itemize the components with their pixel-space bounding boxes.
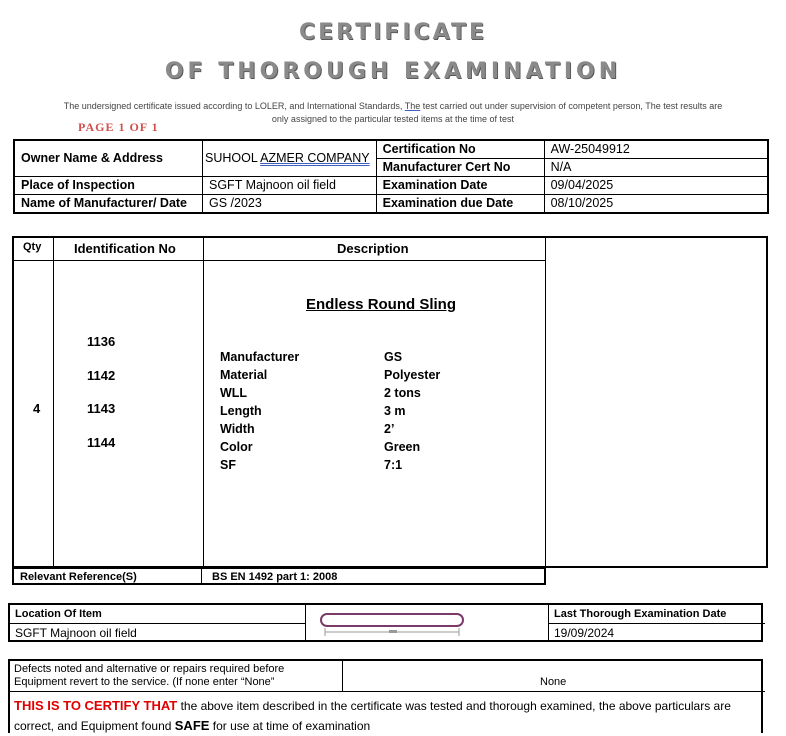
id-number: 1144 xyxy=(87,435,116,450)
place-label: Place of Inspection xyxy=(14,177,203,195)
defects-label-line2: Equipment revert to the service. (If none enter “None” xyxy=(14,676,275,688)
due-date-label: Examination due Date xyxy=(376,195,544,214)
certify-text3: for use at time of examination xyxy=(209,719,371,733)
manufacturer-label: Name of Manufacturer/ Date xyxy=(14,195,203,214)
last-exam-value: 19/09/2024 xyxy=(554,626,615,640)
certify-lead: THIS IS TO CERTIFY THAT xyxy=(14,698,178,713)
spec-value: Green xyxy=(384,440,421,454)
certify-text2: correct, and Equipment found xyxy=(14,719,175,733)
certificate-title-line1: CERTIFICATE xyxy=(298,20,488,45)
location-box xyxy=(8,603,763,642)
certify-statement xyxy=(14,696,759,736)
spec-label: Width xyxy=(220,422,255,436)
mfr-cert-value: N/A xyxy=(544,159,768,177)
due-date-value: 08/10/2025 xyxy=(544,195,768,214)
defects-value: None xyxy=(540,676,567,688)
spec-value: Polyester xyxy=(384,368,441,382)
reference-label: Relevant Reference(S) xyxy=(20,571,137,583)
exam-date-label: Examination Date xyxy=(376,177,544,195)
spec-label: Color xyxy=(220,440,253,454)
sling-diagram-icon xyxy=(317,611,467,639)
spec-label: Manufacturer xyxy=(220,350,300,364)
cert-no-value: AW-25049912 xyxy=(544,140,768,159)
page-label: PAGE 1 OF 1 xyxy=(78,120,159,134)
identification-header: Identification No xyxy=(74,241,176,256)
certificate-info-table xyxy=(13,139,769,214)
certify-safe: SAFE xyxy=(174,718,210,733)
intro-the: The xyxy=(404,101,421,111)
defects-label xyxy=(14,663,284,689)
certificate-title-line2: OF THOROUGH EXAMINATION xyxy=(164,59,622,84)
owner-value-a: SUHOOL xyxy=(205,151,261,165)
item-title: Endless Round Sling xyxy=(306,296,457,313)
certify-text1: the above item described in the certificate was tested and thorough examined, the above particulars are xyxy=(177,699,731,713)
description-header: Description xyxy=(337,241,409,256)
defects-box xyxy=(8,659,763,733)
spec-labels xyxy=(220,348,299,474)
location-value: SGFT Majnoon oil field xyxy=(15,626,137,640)
spec-label: Material xyxy=(220,368,268,382)
reference-value: BS EN 1492 part 1: 2008 xyxy=(212,571,338,583)
location-label: Location Of Item xyxy=(15,608,102,620)
owner-value xyxy=(203,140,377,177)
intro-part2: test carried out under supervision of competent person, The test results are xyxy=(420,101,723,111)
qty-header: Qty xyxy=(23,241,42,253)
intro-part1: The undersigned certificate issued according to LOLER, and International Standards, xyxy=(63,101,405,111)
exam-date-value: 09/04/2025 xyxy=(544,177,768,195)
id-number: 1142 xyxy=(87,368,116,383)
spec-value: GS xyxy=(384,350,403,364)
spec-label: Length xyxy=(220,404,262,418)
owner-value-b: AZMER COMPANY xyxy=(260,151,370,165)
reference-row xyxy=(12,567,546,585)
items-table xyxy=(12,236,768,568)
place-value: SGFT Majnoon oil field xyxy=(203,177,377,195)
qty-value: 4 xyxy=(33,401,41,416)
spec-value: 2 tons xyxy=(384,386,421,400)
spec-value: 7:1 xyxy=(384,458,403,472)
spec-label: WLL xyxy=(220,386,248,400)
spec-value: 3 m xyxy=(384,404,406,418)
cert-no-label: Certification No xyxy=(376,140,544,159)
last-exam-label: Last Thorough Examination Date xyxy=(554,608,727,620)
manufacturer-value: GS /2023 xyxy=(203,195,377,214)
mfr-cert-label: Manufacturer Cert No xyxy=(376,159,544,177)
id-number: 1143 xyxy=(87,401,116,416)
id-number: 1136 xyxy=(87,334,116,349)
spec-values xyxy=(384,348,440,474)
owner-label: Owner Name & Address xyxy=(14,140,203,177)
spec-value: 2’ xyxy=(384,422,395,436)
defects-label-line1: Defects noted and alternative or repairs required before xyxy=(14,663,285,675)
spec-label: SF xyxy=(220,458,236,472)
intro-line2: only assigned to the particular tested items at the time of test xyxy=(271,114,515,124)
